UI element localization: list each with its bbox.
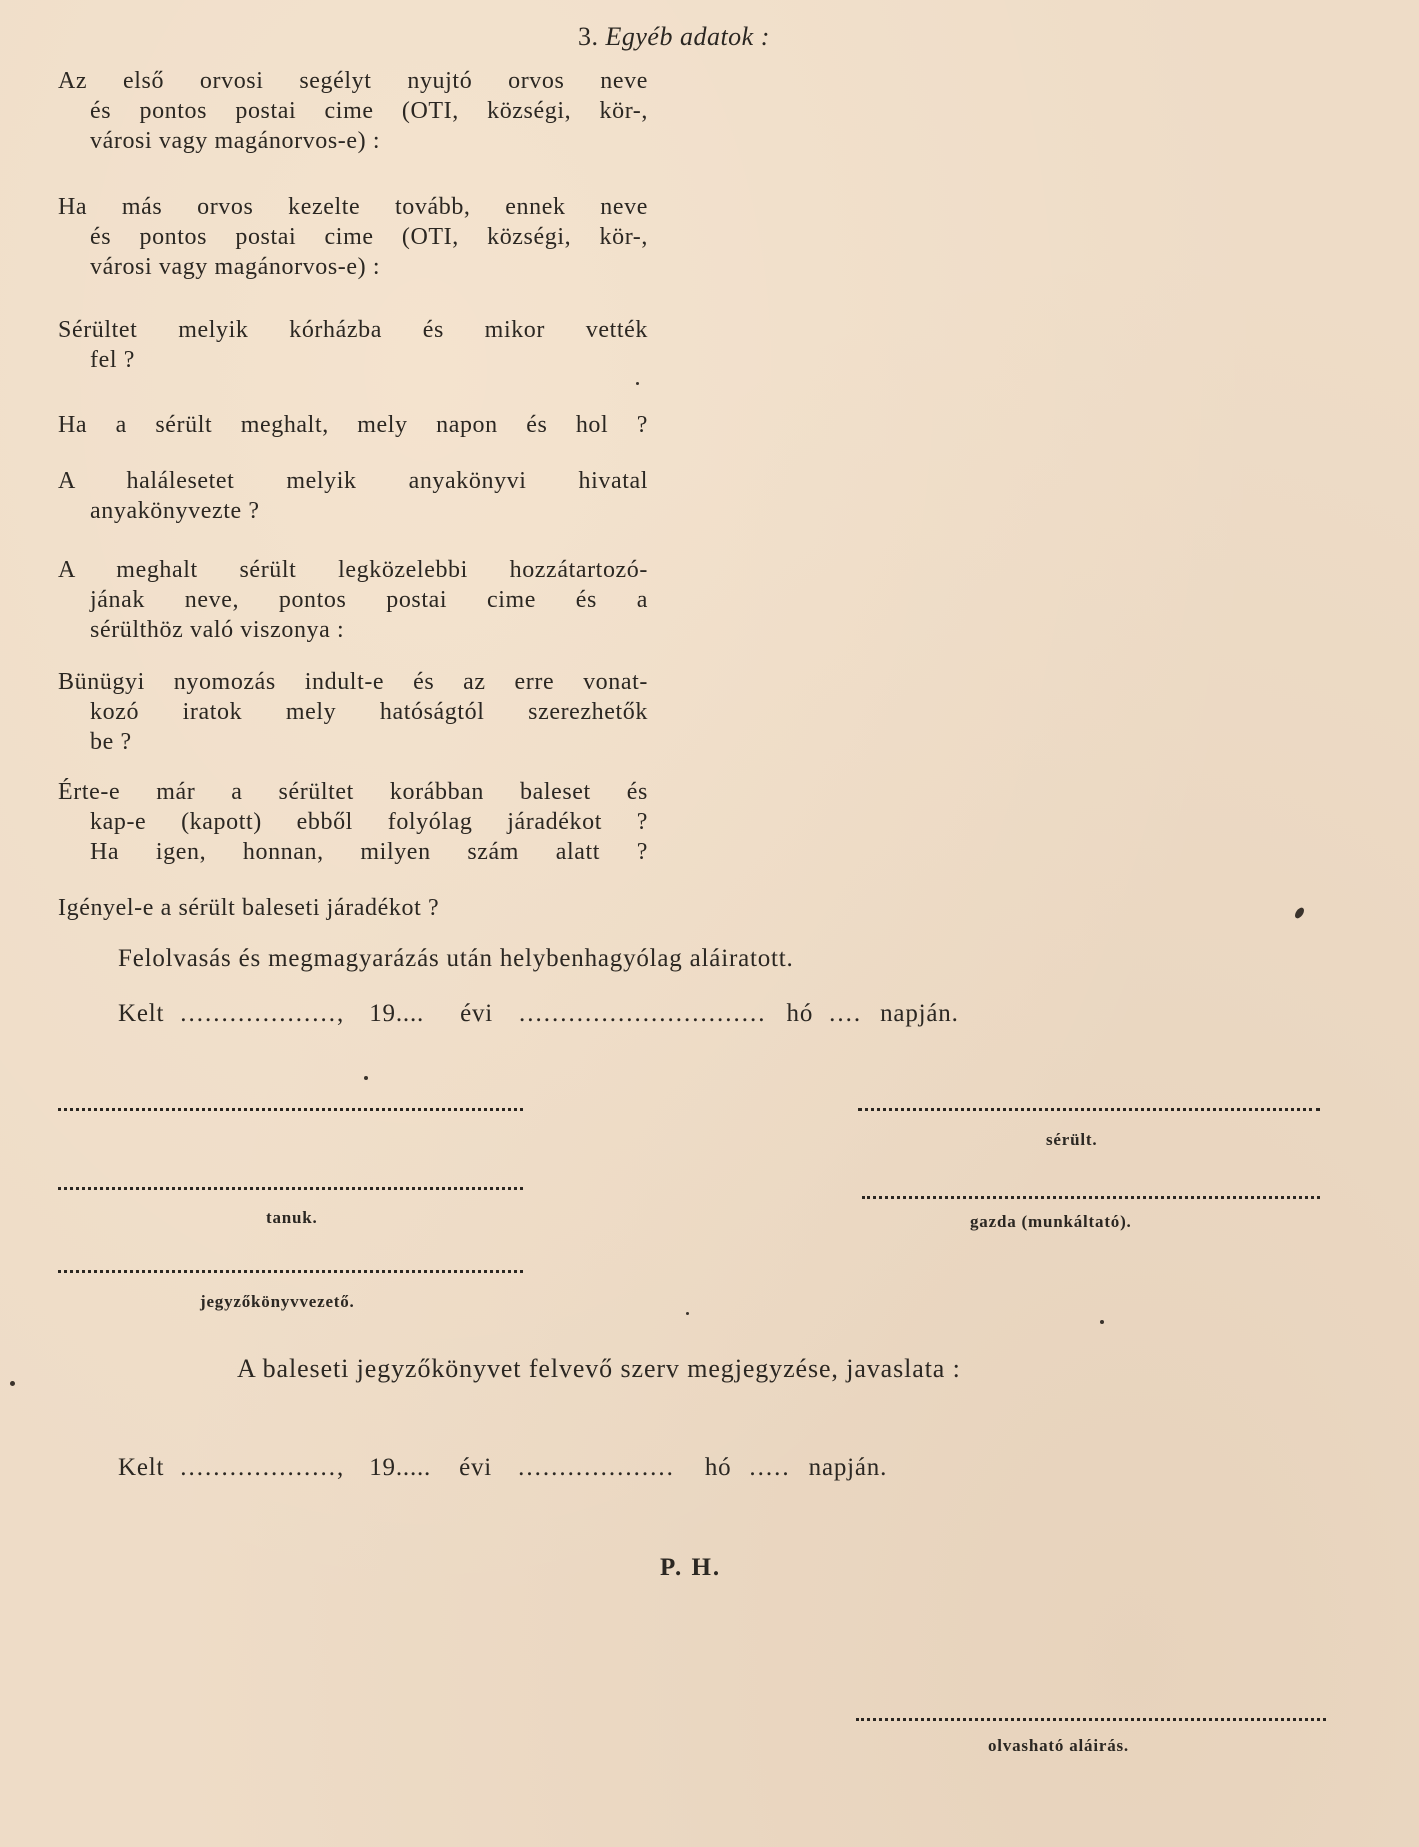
- question-line: be ?: [90, 729, 132, 755]
- injured-signature-line[interactable]: [858, 1108, 1320, 1111]
- question-line: fel ?: [90, 347, 135, 373]
- question-line: városi vagy magánorvos-e) :: [90, 128, 381, 154]
- place-blank: ...................,: [180, 1000, 346, 1027]
- question-line: anyakönyvezte ?: [90, 498, 260, 524]
- question-criminal-investigation: [58, 667, 648, 757]
- question-line: és pontos postai cime (OTI, községi, kör-,: [90, 98, 648, 124]
- ho-label: hó: [704, 1454, 732, 1481]
- section-number: 3.: [578, 22, 599, 51]
- legible-signature-label: olvasható aláirás.: [988, 1736, 1129, 1755]
- question-line: A halálesetet melyik anyakönyvi hivatal: [58, 468, 648, 494]
- employer-label: gazda (munkáltató).: [970, 1212, 1132, 1231]
- witness-signature-line-1[interactable]: [58, 1108, 523, 1111]
- place-blank: ...................,: [180, 1454, 346, 1481]
- question-line: városi vagy magánorvos-e) :: [90, 254, 381, 280]
- injured-label: sérült.: [1046, 1130, 1098, 1149]
- question-line: Sérültet melyik kórházba és mikor vették: [58, 317, 648, 343]
- evi-label: évi: [459, 1454, 493, 1481]
- evi-label: évi: [460, 1000, 494, 1027]
- question-line: kap-e (kapott) ebből folyólag járadékot ?: [90, 809, 648, 835]
- question-hospital: [58, 315, 648, 375]
- question-line: és pontos postai cime (OTI, községi, kör-,: [90, 224, 648, 250]
- paper-speck: [364, 1076, 368, 1080]
- question-death: [58, 410, 648, 440]
- paper-speck: [10, 1381, 15, 1386]
- napjan-label: napján.: [880, 1000, 959, 1027]
- question-line: Ha igen, honnan, milyen szám alatt ?: [90, 839, 648, 865]
- question-line: Érte-e már a sérültet korábban baleset és: [58, 779, 648, 805]
- read-aloud-statement: Felolvasás és megmagyarázás után helybenhagyólag aláiratott.: [118, 945, 794, 972]
- question-line: Az első orvosi segélyt nyujtó orvos neve: [58, 68, 648, 94]
- date-line-2: [118, 1454, 1228, 1482]
- question-line: kozó iratok mely hatóságtól szerezhetők: [90, 699, 648, 725]
- stamp-place-marker: P. H.: [660, 1554, 722, 1581]
- employer-signature-line[interactable]: [862, 1196, 1320, 1199]
- kelt-label: Kelt: [118, 1454, 165, 1481]
- paper-speck: [1100, 1320, 1104, 1324]
- question-previous-accident: [58, 777, 648, 867]
- ink-mark: [1293, 906, 1306, 920]
- question-line: jának neve, pontos postai cime és a: [90, 587, 648, 613]
- witness-signature-line-2[interactable]: [58, 1187, 523, 1190]
- witnesses-label: tanuk.: [266, 1208, 318, 1227]
- question-death-registry: [58, 466, 648, 526]
- napjan-label: napján.: [808, 1454, 888, 1481]
- section-title: Egyéb adatok :: [605, 22, 770, 51]
- question-line: Bünügyi nyomozás indult-e és az erre vonat-: [58, 669, 648, 695]
- date-line-1: [118, 1000, 1228, 1028]
- month-blank: ...................: [518, 1454, 675, 1481]
- month-blank: ..............................: [519, 1000, 767, 1027]
- day-blank: ....: [829, 1000, 863, 1027]
- paper-speck: [686, 1312, 689, 1315]
- question-line: Ha más orvos kezelte tovább, ennek neve: [58, 194, 648, 220]
- paper-speck: [636, 382, 639, 385]
- legible-signature-line[interactable]: [856, 1718, 1326, 1721]
- question-first-doctor: [58, 66, 648, 156]
- year-blank: 19....: [369, 1000, 425, 1027]
- kelt-label: Kelt: [118, 1000, 165, 1027]
- day-blank: .....: [749, 1454, 791, 1481]
- question-line: sérülthöz való viszonya :: [90, 617, 345, 643]
- question-line: Ha a sérült meghalt, mely napon és hol ?: [58, 412, 648, 438]
- question-claims-annuity: [58, 893, 678, 923]
- question-line: Igényel-e a sérült baleseti járadékot ?: [58, 895, 440, 921]
- authority-remarks-title: A baleseti jegyzőkönyvet felvevő szerv megjegyzése, javaslata :: [237, 1354, 961, 1383]
- section-heading: [578, 22, 770, 52]
- recorder-label: jegyzőkönyvvezető.: [200, 1292, 355, 1311]
- recorder-signature-line[interactable]: [58, 1270, 523, 1273]
- question-other-doctor: [58, 192, 648, 282]
- question-line: A meghalt sérült legközelebbi hozzátartozó-: [58, 557, 648, 583]
- ho-label: hó: [786, 1000, 814, 1027]
- year-blank: 19.....: [369, 1454, 432, 1481]
- question-next-of-kin: [58, 555, 648, 645]
